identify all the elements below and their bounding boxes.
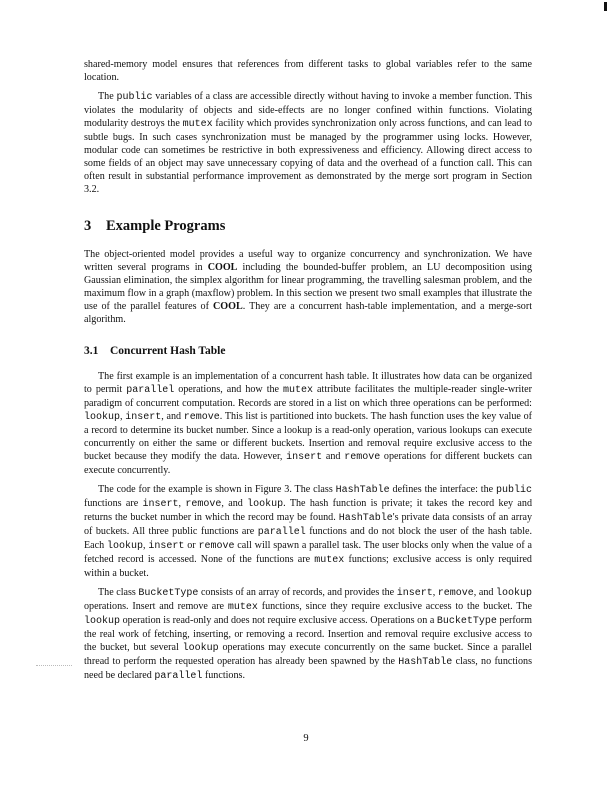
code-term: lookup (247, 499, 284, 510)
code-term: parallel (154, 671, 203, 682)
code-term: insert (286, 452, 323, 463)
subsection-heading (84, 344, 532, 358)
code-term: insert (142, 499, 179, 510)
code-term: mutex (314, 555, 345, 566)
code-term: insert (125, 412, 162, 423)
code-term: remove (437, 588, 474, 599)
paragraph-hash-table-overview: The first example is an implementation of a concurrent hash table. It illustrates how data can be organized to permit parallel operations, and how the mutex attribute facilitates the multiple-reader single-writer paradigm of concurrent computation. Records are stored in a list on which three operations can be performed: lookup, insert, and remove. This list is partitioned into buckets. The hash function uses the key value of a record to determine its bucket number. Since a lookup is a read-only operation, various lookups can execute concurrently on either the same or different buckets. Insertion and removal require exclusive access to the bucket because they modify the data. However, insert and remove operations for different buckets can execute concurrently. (84, 371, 533, 476)
code-term: parallel (257, 527, 306, 538)
code-term: lookup (182, 643, 219, 654)
section-number: 3 (84, 218, 92, 234)
subsection-number: 3.1 (84, 345, 99, 357)
paragraph-intro: The object-oriented model provides a useful way to organize concurrency and synchronization. We have written several programs in COOL including the bounded-buffer problem, an LU decomposition using Gaussian elimination, the simplex algorithm for linear programming, the travelling salesman problem, and the maximum flow in a graph (maxflow) problem. In this section we present two small examples that illustrate the use of the parallel features of COOL. They are a concurrent hash-table implementation, and a merge-sort algorithm. (84, 249, 532, 325)
bold-term: COOL (213, 301, 243, 312)
code-term: insert (148, 541, 185, 552)
code-term: mutex (182, 119, 213, 130)
paragraph-public-variables: The public variables of a class are accessible directly without having to invoke a member function. This violates the modularity of objects and side-effects are no longer confined within functions. Violating modularity destroys the mutex facility which provides synchronization only across functions, and can lead to subtle bugs. In such cases synchronization must be managed by the programmer using locks. However, modular code can sometimes be restrictive in both expressiveness and efficiency. Allowing direct access to some fields of an object may save unnecessary copying of data and the overhead of a function call. This can often result in substantial performance improvement as demonstrated by the merge sort program in Section 3.2. (84, 91, 533, 195)
scan-artifact (36, 665, 72, 666)
scan-corner-mark (604, 2, 607, 11)
code-term: parallel (126, 385, 175, 396)
subsection-title: Concurrent Hash Table (110, 345, 226, 357)
code-term: HashTable (398, 657, 453, 668)
code-term: remove (183, 412, 220, 423)
bold-term: COOL (207, 262, 238, 273)
code-term: lookup (495, 588, 532, 599)
paragraph-hashtable-class: The code for the example is shown in Figure 3. The class HashTable defines the interface: the public functions are insert, remove, and lookup. The hash function is private; it takes the record key and returns the bucket number in which the record may be found. HashTable's private data consists of an array of buckets. All three public functions are parallel functions and do not block the user of the hash table. Each lookup, insert or remove call will spawn a parallel task. The user blocks only when the value of a fetched record is accessed. None of the functions are mutex functions; exclusive access is only required within a bucket. (84, 484, 532, 579)
code-term: BucketType (436, 616, 497, 627)
code-term: HashTable (338, 513, 393, 524)
section-title: Example Programs (106, 218, 226, 234)
code-term: remove (344, 452, 381, 463)
code-term: lookup (107, 541, 144, 552)
code-term: public (116, 92, 153, 103)
code-term: mutex (227, 602, 258, 613)
code-term: remove (198, 541, 235, 552)
section-heading (84, 218, 532, 234)
code-term: public (495, 485, 532, 496)
code-term: BucketType (138, 588, 199, 599)
code-term: lookup (84, 412, 121, 423)
page-number: 9 (303, 733, 309, 744)
paragraph-buckettype-class: The class BucketType consists of an array of records, and provides the insert, remove, and lookup operations. Insert and remove are mutex functions, since they require exclusive access to the bucket. The lookup operation is read-only and does not require exclusive access. Operations on a BucketType perform the real work of fetching, inserting, or removing a record. Insertion and removal require exclusive access to the bucket, but several lookup operations may execute concurrently on the same bucket. Since a parallel thread to perform the requested operation has already been spawned by the HashTable class, no functions need be declared parallel functions. (84, 587, 533, 682)
code-term: insert (396, 588, 433, 599)
code-term: HashTable (335, 485, 390, 496)
code-term: lookup (84, 616, 121, 627)
paragraph-continuation: shared-memory model ensures that references from different tasks to global variables refer to the same location. (84, 59, 532, 83)
code-term: mutex (283, 385, 314, 396)
page-body (84, 58, 532, 689)
code-term: remove (185, 499, 222, 510)
